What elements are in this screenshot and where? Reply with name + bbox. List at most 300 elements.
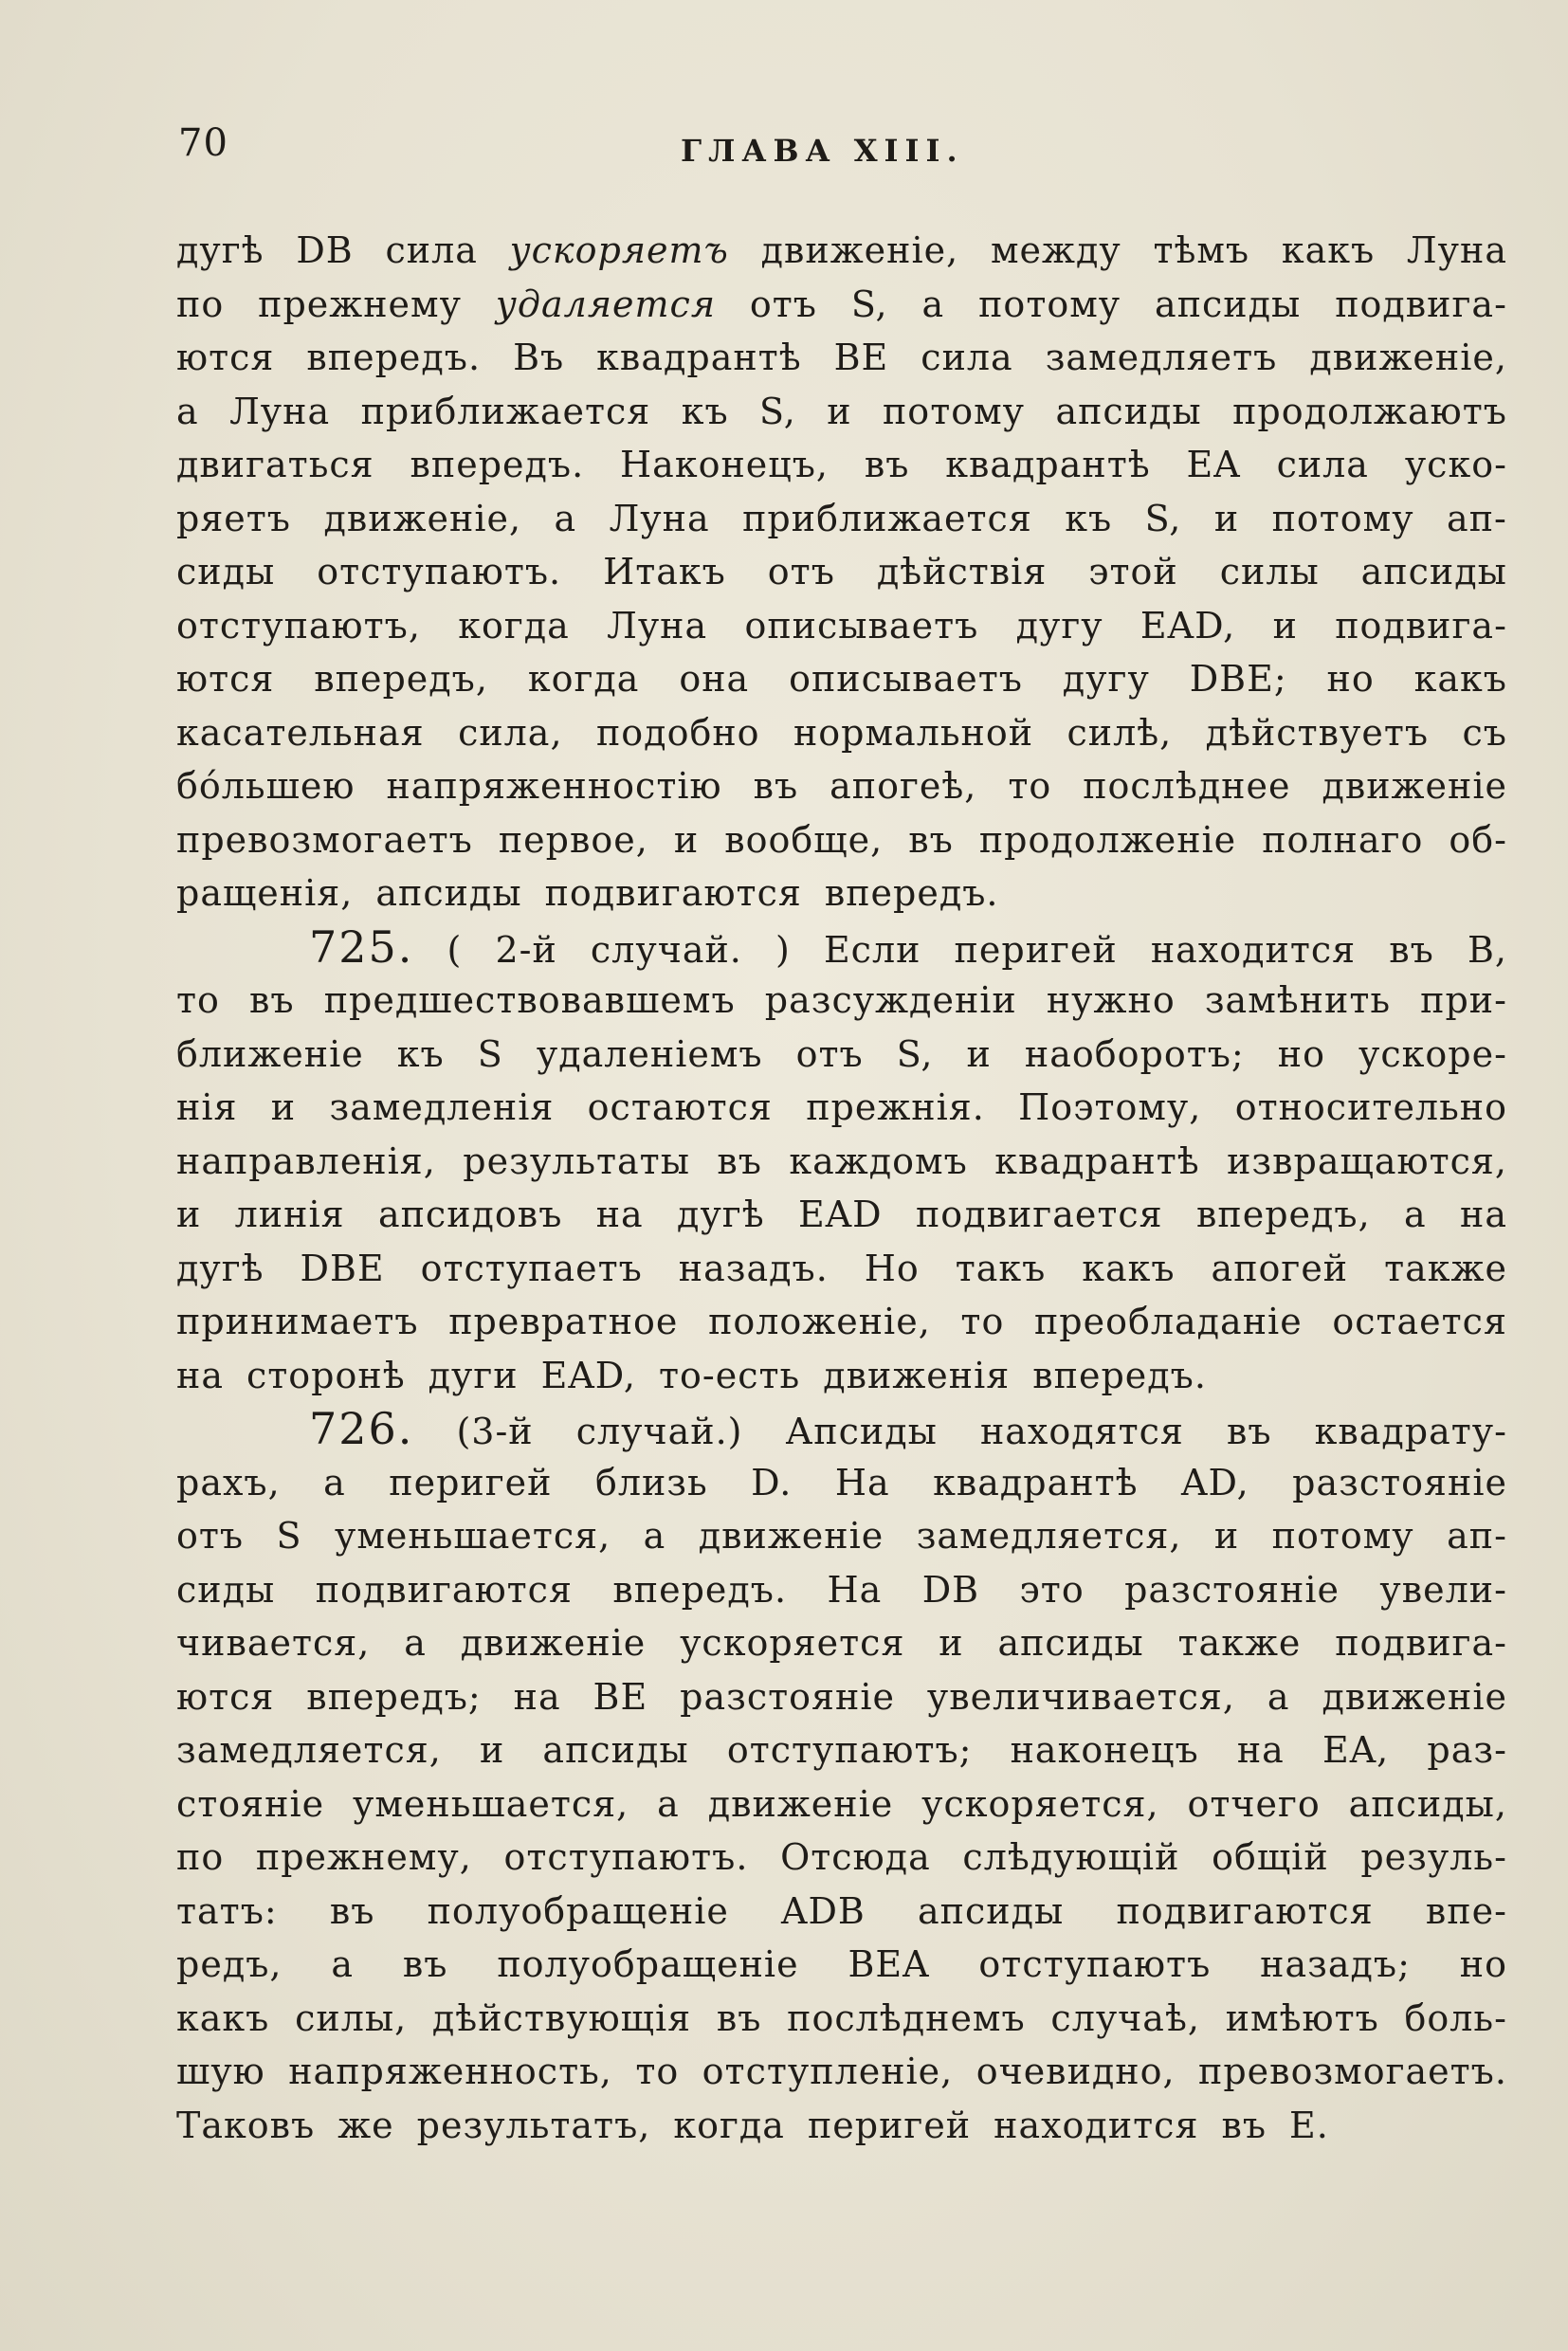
- word: Луна: [609, 497, 710, 539]
- word: подвигается: [915, 1194, 1163, 1235]
- word: и: [1272, 604, 1298, 647]
- word: подвига-: [1335, 1622, 1507, 1664]
- word: въ: [1221, 2104, 1267, 2146]
- word: въ: [908, 818, 954, 861]
- word: S,: [759, 390, 796, 432]
- word: когда: [673, 2104, 785, 2146]
- word: отступаютъ: [978, 1943, 1212, 1985]
- word: движеніе: [1322, 765, 1507, 807]
- word: находится: [994, 2104, 1199, 2146]
- word: BEA: [848, 1943, 930, 1985]
- word: ближеніе: [176, 1032, 364, 1075]
- word: подвига-: [1335, 282, 1507, 325]
- word: удаленіемъ: [536, 1032, 763, 1075]
- word: впередъ.: [824, 872, 999, 914]
- text-line: [176, 1831, 1507, 1885]
- word: впередъ.: [306, 337, 482, 378]
- word: полнаго: [1262, 818, 1424, 861]
- word: раз-: [1427, 1729, 1507, 1771]
- word: находится: [1150, 928, 1357, 971]
- word: ап-: [1447, 497, 1507, 539]
- word: дѣйствія: [876, 551, 1048, 592]
- text-line: [176, 1295, 1507, 1349]
- text-line: [176, 331, 1507, 385]
- text-line: [176, 1402, 1507, 1456]
- word: касательная: [176, 711, 425, 754]
- word: Итакъ: [603, 551, 726, 592]
- word: находятся: [979, 1411, 1184, 1452]
- word: подвига-: [1335, 604, 1507, 647]
- word: силы: [1219, 551, 1320, 592]
- word: нія: [176, 1086, 238, 1128]
- word: результаты: [463, 1139, 690, 1182]
- word: когда: [527, 658, 640, 700]
- word: квадрантѣ: [596, 337, 802, 378]
- word: а: [331, 1943, 354, 1985]
- word: къ: [681, 390, 729, 432]
- word: DBE;: [1189, 658, 1287, 700]
- word: въ: [753, 765, 799, 807]
- word: но: [1459, 1943, 1507, 1985]
- text-line: [176, 866, 1507, 920]
- word: принимаетъ: [176, 1301, 419, 1342]
- word: отступаетъ: [420, 1247, 643, 1289]
- word: апсиды,: [1348, 1782, 1507, 1825]
- word: апогей: [1211, 1247, 1349, 1289]
- word: описываетъ: [789, 658, 1023, 700]
- word: EAD,: [540, 1354, 636, 1396]
- word: относительно: [1234, 1086, 1507, 1128]
- text-line: [176, 1885, 1507, 1939]
- word: S: [477, 1032, 503, 1075]
- word: стояніе: [176, 1782, 325, 1825]
- word: отступаютъ.: [503, 1836, 749, 1878]
- word: дѣйствующія: [431, 1996, 692, 2039]
- text-line: [176, 1992, 1507, 2046]
- word: сила: [385, 229, 478, 271]
- word: отчего: [1187, 1782, 1321, 1825]
- word: сиды: [176, 1568, 276, 1611]
- word: въ: [402, 1943, 448, 1985]
- text-line: [176, 492, 1507, 546]
- word: ускоряетъ: [509, 229, 729, 271]
- word: потому: [882, 390, 1026, 432]
- word: превратное: [448, 1301, 679, 1342]
- word: полуобращеніе: [497, 1943, 799, 1985]
- word: AD,: [1181, 1461, 1249, 1504]
- word: отъ: [749, 282, 817, 325]
- word: отъ: [767, 551, 835, 592]
- text-line: [176, 1081, 1507, 1135]
- word: и: [939, 1622, 964, 1664]
- word: она: [679, 658, 750, 700]
- word: DBE: [300, 1247, 385, 1289]
- word: разстояніе: [680, 1675, 895, 1718]
- word: EA: [1186, 444, 1241, 485]
- word: это: [1019, 1568, 1085, 1611]
- word: же: [337, 2104, 394, 2146]
- word: а: [657, 1782, 680, 1825]
- word: къ: [1065, 497, 1113, 539]
- word: Поэтому,: [1018, 1086, 1202, 1128]
- word: дугѣ: [176, 229, 264, 271]
- text-line: [176, 224, 1507, 278]
- word: ускоряется,: [921, 1782, 1159, 1825]
- word: Таковъ: [176, 2104, 316, 2146]
- word: впередъ,: [314, 658, 488, 700]
- word: въ: [864, 444, 910, 485]
- word: Но: [864, 1247, 920, 1289]
- word: Луна: [607, 604, 708, 647]
- word: апсиды: [542, 1729, 689, 1771]
- word: апсиды: [918, 1889, 1065, 1932]
- section-number: 726.: [309, 1403, 414, 1454]
- word: то: [176, 979, 220, 1021]
- text-line: [176, 1188, 1507, 1242]
- word: движеніе,: [323, 497, 522, 539]
- text-line: [176, 920, 1507, 975]
- text-line: [176, 759, 1507, 813]
- word: уменьшается,: [353, 1782, 629, 1825]
- word: замедленія: [329, 1086, 555, 1128]
- word: очевидно,: [975, 2050, 1176, 2092]
- word: потому: [1271, 1515, 1414, 1557]
- word: S,: [896, 1032, 934, 1075]
- word: увеличивается,: [926, 1675, 1235, 1718]
- word: предшествовавшемъ: [323, 979, 736, 1021]
- word: дугѣ: [176, 1247, 264, 1289]
- word: ADB: [781, 1889, 866, 1932]
- word: какъ: [1082, 1247, 1176, 1289]
- word: имѣютъ: [1225, 1996, 1379, 2039]
- word: сиды: [176, 551, 276, 592]
- word: DB: [921, 1568, 980, 1611]
- word: движеніе: [460, 1622, 647, 1664]
- text-line: [176, 2099, 1507, 2153]
- word: разсужденіи: [764, 979, 1017, 1021]
- word: EA,: [1322, 1729, 1390, 1771]
- word: а: [643, 1515, 666, 1557]
- section-number: 725.: [309, 920, 414, 973]
- word: отступаютъ;: [726, 1729, 973, 1771]
- word: S,: [850, 282, 888, 325]
- word: направленія,: [176, 1139, 436, 1182]
- word: случаѣ,: [1050, 1996, 1200, 2039]
- word: съ: [1462, 711, 1507, 754]
- word: двигаться: [176, 444, 374, 485]
- word: силы,: [295, 1996, 408, 2039]
- word: въ: [249, 979, 295, 1021]
- word: апсиды: [997, 1622, 1144, 1664]
- word: апогеѣ,: [830, 765, 977, 807]
- text-line: [176, 813, 1507, 867]
- word: шую: [176, 2050, 265, 2092]
- text-line: [176, 1349, 1507, 1403]
- word: въ: [716, 1996, 762, 2039]
- word: замедляется,: [916, 1515, 1182, 1557]
- word: преобладаніе: [1033, 1301, 1303, 1342]
- text-line: [176, 1028, 1507, 1082]
- word: отступленіе,: [702, 2050, 954, 2092]
- word: когда: [458, 604, 570, 647]
- word: EAD: [797, 1194, 883, 1235]
- word: общій: [1212, 1836, 1329, 1878]
- word: а: [1404, 1194, 1427, 1235]
- word: а: [176, 390, 199, 432]
- word: первое,: [498, 818, 648, 861]
- word: подобно: [595, 711, 760, 754]
- word: перигей: [807, 2104, 972, 2146]
- word: описываетъ: [744, 604, 979, 647]
- word: отъ: [795, 1032, 864, 1075]
- text-line: [176, 706, 1507, 760]
- word: резуль-: [1360, 1836, 1507, 1878]
- word: (: [447, 928, 463, 971]
- word: Наконецъ,: [620, 444, 829, 485]
- word: ются: [176, 658, 275, 700]
- word: въ: [1389, 928, 1434, 971]
- word: разстояніе: [1292, 1461, 1507, 1504]
- word: тѣмъ: [1153, 229, 1250, 271]
- word: квадрантѣ: [933, 1461, 1139, 1504]
- word: то: [1008, 765, 1052, 807]
- word: подвигаются: [544, 872, 802, 914]
- word: квадрату-: [1314, 1411, 1507, 1452]
- word: на: [513, 1675, 561, 1718]
- word: ускоряется: [680, 1622, 905, 1664]
- word: но: [1277, 1032, 1325, 1075]
- word: на: [595, 1194, 644, 1235]
- word: каждомъ: [789, 1139, 968, 1182]
- word: силѣ,: [1067, 711, 1173, 754]
- word: Если: [823, 928, 921, 971]
- word: впередъ.: [1032, 1354, 1207, 1396]
- word: отступаютъ.: [317, 551, 562, 592]
- word: положеніе,: [708, 1301, 931, 1342]
- page-number: 70: [178, 121, 228, 165]
- word: то-есть: [659, 1354, 801, 1396]
- word: назадъ;: [1260, 1943, 1411, 1985]
- word: какъ: [1281, 229, 1376, 271]
- word: E.: [1289, 2104, 1329, 2146]
- word: на: [1460, 1194, 1507, 1235]
- word: впередъ,: [1195, 1194, 1371, 1235]
- word: нормальной: [793, 711, 1034, 754]
- word: ются: [176, 337, 275, 378]
- word: дуги: [428, 1354, 519, 1396]
- word: прежнему,: [255, 1836, 472, 1878]
- word: отступаютъ,: [176, 604, 421, 647]
- word: ): [775, 928, 791, 971]
- word: такъ: [955, 1247, 1047, 1289]
- word: извращаются,: [1227, 1139, 1507, 1182]
- word: по: [176, 1836, 225, 1878]
- text-line: [176, 1670, 1507, 1724]
- word: также: [1384, 1247, 1507, 1289]
- word: а: [404, 1622, 427, 1664]
- word: уско-: [1404, 444, 1507, 485]
- text-line: [176, 1777, 1507, 1832]
- word: послѣднемъ: [787, 1996, 1026, 2039]
- word: апсиды: [1360, 551, 1507, 592]
- word: удаляется: [495, 282, 716, 325]
- word: движеніе: [1322, 1675, 1507, 1718]
- word: отъ: [176, 1515, 245, 1557]
- word: потому: [978, 282, 1121, 325]
- text-line: [176, 1509, 1507, 1563]
- word: перигей: [954, 928, 1118, 971]
- word: сторонѣ: [246, 1354, 406, 1396]
- word: наконецъ: [1010, 1729, 1199, 1771]
- word: къ: [396, 1032, 445, 1075]
- word: уменьшается,: [334, 1515, 611, 1557]
- word: и: [1213, 497, 1240, 539]
- word: какъ: [176, 1996, 270, 2039]
- text-line: [176, 1135, 1507, 1189]
- text-line: [176, 652, 1507, 706]
- word: приближается: [742, 497, 1032, 539]
- word: BE: [833, 337, 889, 378]
- word: апсидовъ: [377, 1194, 563, 1235]
- word: случай.): [575, 1411, 743, 1452]
- word: ращенія,: [176, 872, 354, 914]
- word: апсиды: [375, 872, 522, 914]
- word: по: [176, 282, 225, 325]
- word: этой: [1088, 551, 1178, 592]
- word: апсиды: [1055, 390, 1202, 432]
- word: результатъ,: [416, 2104, 651, 2146]
- word: ются: [176, 1675, 275, 1718]
- word: движенія: [823, 1354, 1011, 1396]
- word: апсиды: [1155, 282, 1302, 325]
- word: D.: [751, 1461, 793, 1504]
- word: замѣнить: [1204, 979, 1392, 1021]
- word: дѣйствуетъ: [1205, 711, 1430, 754]
- word: а: [921, 282, 945, 325]
- word: то: [635, 2050, 680, 2092]
- word: сила: [1276, 444, 1369, 485]
- text-line: [176, 1456, 1507, 1510]
- word: подвигаются: [315, 1568, 573, 1611]
- word: продолженіе: [978, 818, 1237, 861]
- word: продолжаютъ: [1232, 390, 1507, 432]
- word: потому: [1271, 497, 1414, 539]
- word: EAD,: [1140, 604, 1236, 647]
- word: какъ: [1413, 658, 1507, 700]
- word: редъ,: [176, 1943, 283, 1985]
- word: движеніе: [698, 1515, 884, 1557]
- text-line: [176, 1242, 1507, 1296]
- word: превозмогаетъ: [176, 818, 473, 861]
- word: наоборотъ;: [1024, 1032, 1245, 1075]
- word: (3-й: [456, 1411, 534, 1452]
- word: и: [479, 1729, 505, 1771]
- word: квадрантѣ: [994, 1139, 1200, 1182]
- word: бо́льшею: [176, 765, 356, 807]
- word: остаются: [587, 1086, 773, 1128]
- word: S: [276, 1515, 302, 1557]
- word: S,: [1144, 497, 1182, 539]
- word: при-: [1420, 979, 1507, 1021]
- word: На: [834, 1461, 890, 1504]
- word: дугѣ: [677, 1194, 765, 1235]
- word: впе-: [1425, 1889, 1507, 1932]
- word: движеніе: [707, 1782, 894, 1825]
- word: приближается: [360, 390, 651, 432]
- word: рахъ,: [176, 1461, 281, 1504]
- word: а: [554, 497, 577, 539]
- word: и: [966, 1032, 992, 1075]
- word: въ: [329, 1889, 375, 1932]
- body-text: [176, 224, 1507, 2152]
- running-head: ГЛАВА XIII.: [681, 133, 964, 169]
- word: впередъ;: [306, 1675, 482, 1718]
- word: перигей: [389, 1461, 553, 1504]
- word: Луна: [1406, 229, 1507, 271]
- word: дугу: [1015, 604, 1103, 647]
- word: Луна: [229, 390, 331, 432]
- word: послѣднее: [1083, 765, 1291, 807]
- word: прежнія.: [806, 1086, 985, 1128]
- word: назадъ.: [678, 1247, 829, 1289]
- word: вообще,: [724, 818, 884, 861]
- word: об-: [1449, 818, 1507, 861]
- word: сила: [921, 337, 1013, 378]
- word: и: [176, 1194, 202, 1235]
- text-line: [176, 974, 1507, 1028]
- word: татъ:: [176, 1889, 278, 1932]
- word: Въ: [513, 337, 565, 378]
- word: остается: [1332, 1301, 1507, 1342]
- word: напряженностію: [386, 765, 722, 807]
- word: DB: [296, 229, 354, 271]
- text-line: [176, 2045, 1507, 2099]
- word: На: [827, 1568, 883, 1611]
- word: а: [323, 1461, 346, 1504]
- word: B,: [1467, 928, 1507, 971]
- word: дугу: [1062, 658, 1150, 700]
- word: BE: [593, 1675, 648, 1718]
- word: впередъ.: [410, 444, 585, 485]
- word: случай.: [590, 928, 742, 971]
- word: на: [1236, 1729, 1285, 1771]
- word: Апсиды: [785, 1411, 938, 1452]
- word: между: [990, 229, 1121, 271]
- word: боль-: [1404, 1996, 1507, 2039]
- word: и: [827, 390, 852, 432]
- word: ряетъ: [176, 497, 291, 539]
- word: квадрантѣ: [945, 444, 1151, 485]
- word: и: [1213, 1515, 1240, 1557]
- word: слѣдующій: [962, 1836, 1180, 1878]
- text-line: [176, 545, 1507, 599]
- word: замедляется,: [176, 1729, 442, 1771]
- text-line: [176, 599, 1507, 653]
- word: Отсюда: [780, 1836, 931, 1878]
- word: нужно: [1046, 979, 1176, 1021]
- word: близь: [594, 1461, 708, 1504]
- word: 2-й: [495, 928, 557, 971]
- word: также: [1177, 1622, 1302, 1664]
- word: замедляетъ: [1045, 337, 1278, 378]
- word: но: [1326, 658, 1375, 700]
- word: движеніе,: [1309, 337, 1507, 378]
- text-line: [176, 1563, 1507, 1617]
- word: линія: [234, 1194, 345, 1235]
- text-line: [176, 1616, 1507, 1670]
- text-line: [176, 1723, 1507, 1777]
- word: на: [176, 1354, 224, 1396]
